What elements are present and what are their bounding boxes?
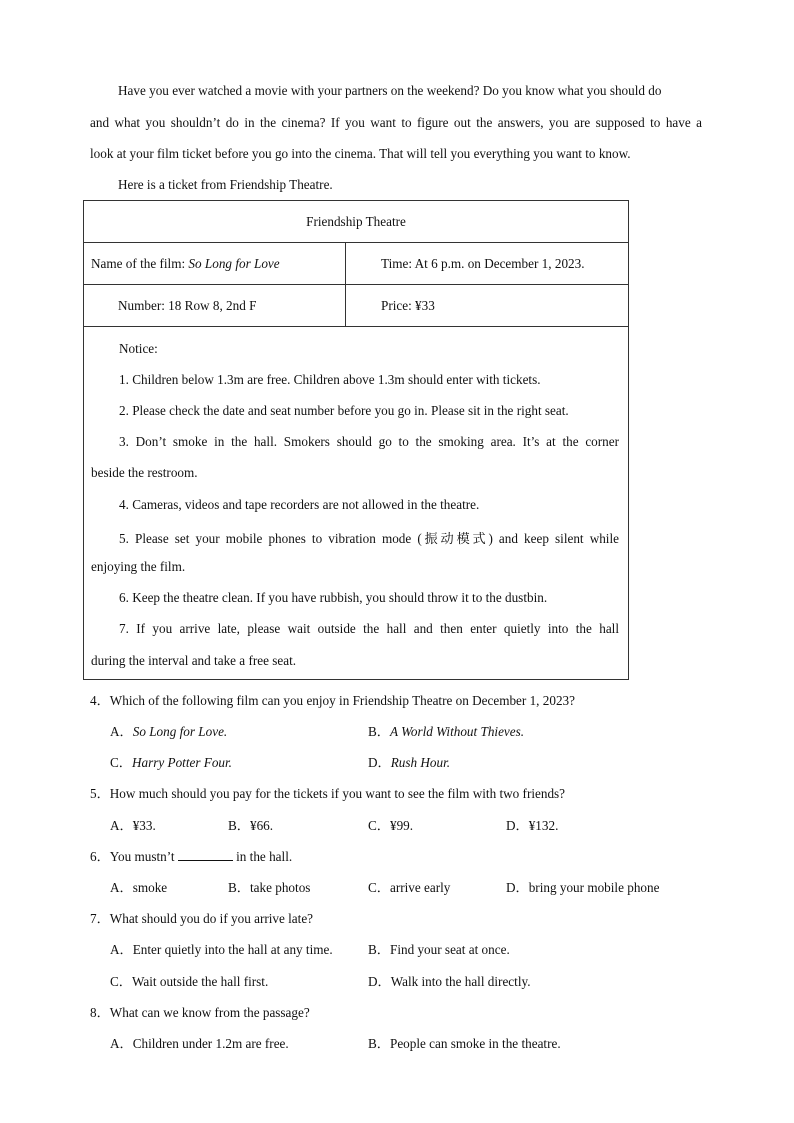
question-6-option-c: C．arrive early <box>368 880 451 895</box>
intro-line-4: Here is a ticket from Friendship Theatre. <box>118 177 333 192</box>
answer-blank <box>178 848 233 861</box>
question-4-option-d <box>368 752 450 771</box>
notice-1: 1. Children below 1.3m are free. Children above 1.3m should enter with tickets. <box>119 372 541 387</box>
intro-line-1: Have you ever watched a movie with your partners on the weekend? Do you know what you should do <box>118 83 662 98</box>
question-8-option-b: B．People can smoke in the theatre. <box>368 1036 561 1051</box>
option-text: Harry Potter Four. <box>131 755 232 770</box>
question-7-option-d: D．Walk into the hall directly. <box>368 974 531 989</box>
question-5-stem: 5．How much should you pay for the tickets if you want to see the film with two friends? <box>90 786 566 801</box>
notice-3a: 3. Don’t smoke in the hall. Smokers should go to the smoking area. It’s at the corner <box>119 434 619 449</box>
stem-before-blank: 6．You mustn’t <box>90 849 178 864</box>
notice-title: Notice: <box>119 341 158 356</box>
notice-block <box>84 327 628 679</box>
question-8-option-a: A．Children under 1.2m are free. <box>110 1036 289 1051</box>
question-5-option-c: C．¥99. <box>368 818 414 833</box>
question-6-stem <box>90 846 292 865</box>
question-7-option-c: C．Wait outside the hall first. <box>110 974 269 989</box>
question-7-option-a: A．Enter quietly into the hall at any time. <box>110 942 333 957</box>
number-cell: Number: 18 Row 8, 2nd F <box>84 285 346 327</box>
notice-3b: beside the restroom. <box>91 465 198 480</box>
film-name-cell <box>84 243 346 285</box>
question-5-option-d: D．¥132. <box>506 818 559 833</box>
question-6-option-b: B．take photos <box>228 880 311 895</box>
notice-2: 2. Please check the date and seat number before you go in. Please sit in the right seat. <box>119 403 569 418</box>
notice-5a: 5. Please set your mobile phones to vibration mode (振动模式) and keep silent while <box>119 531 619 546</box>
question-4-option-c <box>110 752 232 771</box>
question-5-option-b: B．¥66. <box>228 818 274 833</box>
notice-7b: during the interval and take a free seat. <box>91 653 297 668</box>
time-cell: Time: At 6 p.m. on December 1, 2023. <box>346 243 629 285</box>
option-text: A World Without Thieves. <box>389 724 525 739</box>
question-5-option-a: A．¥33. <box>110 818 156 833</box>
intro-line-3: look at your film ticket before you go into the cinema. That will tell you everything you want to know. <box>90 146 631 161</box>
option-letter: B． <box>368 724 390 739</box>
question-4-option-b <box>368 721 524 740</box>
question-7-option-b: B．Find your seat at once. <box>368 942 510 957</box>
notice-5b: enjoying the film. <box>91 559 186 574</box>
notice-cell <box>84 327 629 680</box>
question-6-option-a: A．smoke <box>110 880 168 895</box>
option-letter: C． <box>110 755 132 770</box>
question-4-option-a <box>110 721 227 740</box>
notice-4: 4. Cameras, videos and tape recorders are not allowed in the theatre. <box>119 497 480 512</box>
film-name: So Long for Love <box>188 255 280 271</box>
ticket-title: Friendship Theatre <box>84 201 629 243</box>
question-7-stem: 7．What should you do if you arrive late? <box>90 911 314 926</box>
intro-line-2: and what you shouldn’t do in the cinema? If you want to figure out the answers, you are supposed to have a <box>90 115 702 130</box>
notice-7a: 7. If you arrive late, please wait outside the hall and then enter quietly into the hall <box>119 621 619 636</box>
option-letter: A． <box>110 724 133 739</box>
ticket-table <box>83 200 629 680</box>
price-cell: Price: ¥33 <box>346 285 629 327</box>
question-6-option-d: D．bring your mobile phone <box>506 880 660 895</box>
stem-after-blank: in the hall. <box>232 849 293 864</box>
film-label: Name of the film: <box>91 255 189 271</box>
question-4-stem: 4．Which of the following film can you enjoy in Friendship Theatre on December 1, 2023? <box>90 693 576 708</box>
option-text: Rush Hour. <box>390 755 451 770</box>
notice-6: 6. Keep the theatre clean. If you have rubbish, you should throw it to the dustbin. <box>119 590 548 605</box>
option-text: So Long for Love. <box>132 724 228 739</box>
question-8-stem: 8．What can we know from the passage? <box>90 1005 310 1020</box>
option-letter: D． <box>368 755 391 770</box>
